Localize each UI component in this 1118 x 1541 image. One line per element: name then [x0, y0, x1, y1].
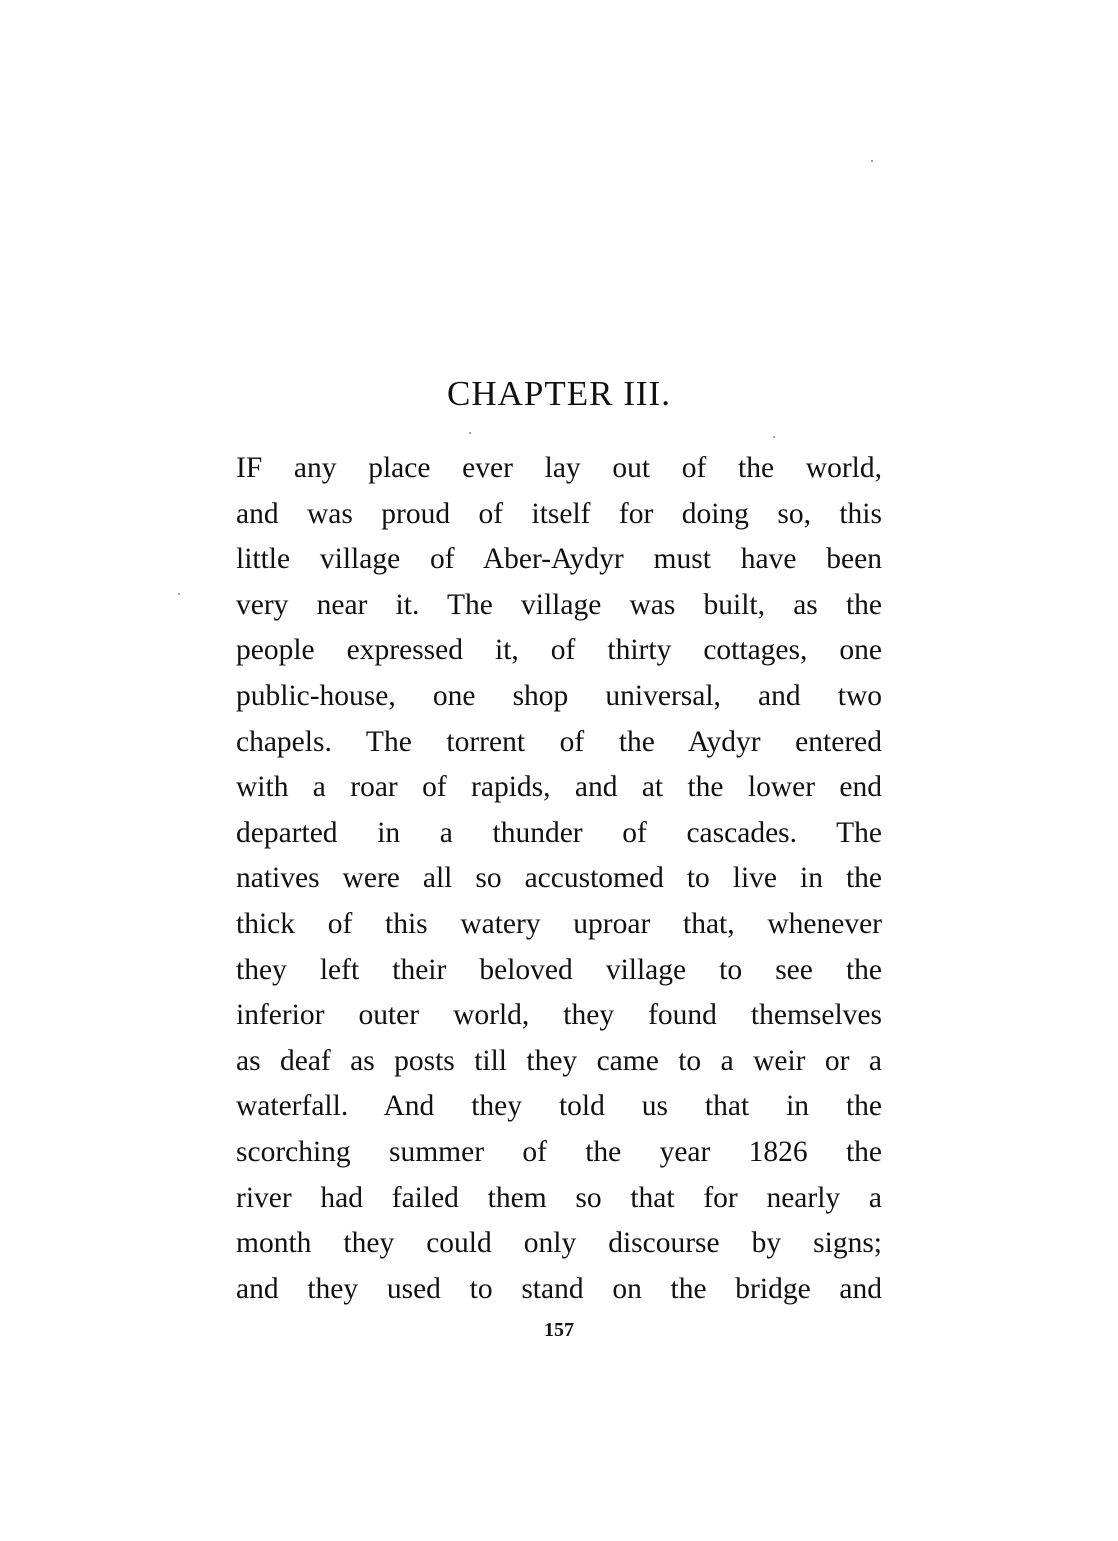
page-number: 157: [544, 1319, 574, 1341]
text-line: inferior outer world, they found themselves: [236, 999, 882, 1032]
text-line: very near it. The village was built, as the: [236, 588, 882, 621]
text-line: thick of this watery uproar that, whenever: [236, 907, 882, 940]
text-line: people expressed it, of thirty cottages, one: [236, 634, 882, 667]
scan-speck: [871, 160, 873, 162]
text-line: IF any place ever lay out of the world,: [236, 452, 882, 484]
scan-speck: [178, 593, 180, 595]
chapter-title: CHAPTER III.: [447, 374, 671, 413]
text-line: little village of Aber-Aydyr must have been: [236, 543, 882, 576]
text-line: and they used to stand on the bridge and: [236, 1272, 882, 1305]
text-line: month they could only discourse by signs;: [236, 1227, 882, 1260]
scan-speck: [773, 436, 775, 438]
text-line: they left their beloved village to see the: [236, 953, 882, 986]
body-text: [236, 446, 882, 1312]
text-line: departed in a thunder of cascades. The: [236, 816, 882, 849]
text-line: with a roar of rapids, and at the lower end: [236, 771, 882, 804]
text-line: scorching summer of the year 1826 the: [236, 1135, 882, 1168]
text-line: natives were all so accustomed to live in the: [236, 862, 882, 895]
text-line: as deaf as posts till they came to a weir or a: [236, 1044, 882, 1077]
text-line: public-house, one shop universal, and two: [236, 679, 882, 712]
text-line: river had failed them so that for nearly a: [236, 1181, 882, 1214]
text-line: chapels. The torrent of the Aydyr entered: [236, 725, 882, 758]
text-line: waterfall. And they told us that in the: [236, 1090, 882, 1123]
scan-speck: [469, 432, 471, 434]
text-line: and was proud of itself for doing so, this: [236, 497, 882, 530]
